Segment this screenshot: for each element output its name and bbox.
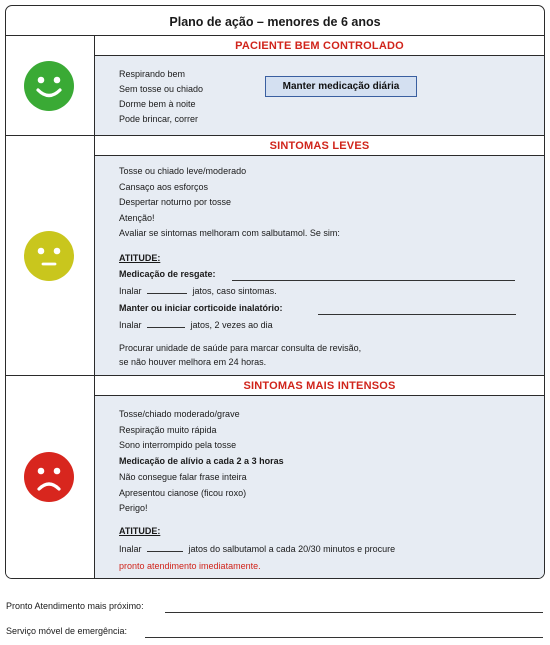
symptom-item: Respirando bem	[119, 69, 186, 79]
action-plan-card	[5, 5, 545, 579]
symptom-item: Sono interrompido pela tosse	[119, 440, 237, 451]
zone-red-items	[119, 407, 284, 517]
symptom-item: Tosse/chiado moderado/grave	[119, 409, 240, 419]
mobile-emergency-label: Serviço móvel de emergência:	[6, 626, 128, 636]
face-column-yellow	[6, 136, 95, 375]
zone-red	[6, 376, 544, 579]
maintain-medication-box: Manter medicação diária	[265, 76, 417, 97]
inhale-dose-blank	[147, 319, 185, 328]
symptom-item: Despertar noturno por tosse	[119, 197, 232, 207]
inhale-label: Inalar	[119, 544, 142, 554]
followup-line: Procurar unidade de saúde para marcar consulta de revisão,	[119, 343, 362, 353]
face-column-green	[6, 36, 95, 135]
zone-green-content	[95, 36, 544, 135]
zone-yellow	[6, 136, 544, 376]
symptom-item: Não consegue falar frase inteira	[119, 471, 247, 482]
zone-yellow-content	[95, 136, 544, 375]
zone-green	[6, 36, 544, 136]
followup-text	[119, 341, 361, 369]
symptom-item: Apresentou cianose (ficou roxo)	[119, 487, 247, 498]
maintain-corticoid-label: Manter ou iniciar corticoide inalatório:	[119, 303, 283, 313]
rescue-medication-label: Medicação de resgate:	[119, 269, 216, 279]
inhale-maintain-row	[119, 318, 273, 333]
rescue-medication-line	[232, 280, 515, 281]
inhale-dose-blank	[147, 543, 183, 552]
inhale-rescue-row	[119, 284, 277, 299]
inhale-salbutamol-text: jatos do salbutamol a cada 20/30 minutos e procure	[188, 544, 396, 554]
zone-yellow-items	[119, 164, 340, 242]
zone-red-header: SINTOMAS MAIS INTENSOS	[95, 376, 544, 396]
inhale-salbutamol-row	[119, 542, 395, 557]
maintain-corticoid-line	[318, 314, 516, 315]
danger-text: Perigo!	[119, 503, 148, 514]
nearest-emergency-label: Pronto Atendimento mais próximo:	[6, 601, 144, 611]
urgent-care-text: pronto atendimento imediatamente.	[119, 561, 261, 571]
relief-medication-text: Medicação de alívio a cada 2 a 3 horas	[119, 456, 284, 467]
neutral-face-icon	[23, 230, 75, 282]
inhale-rescue-text: jatos, caso sintomas.	[192, 286, 277, 296]
symptom-item: Dorme bem à noite	[119, 99, 196, 109]
symptom-item: Cansaço aos esforços	[119, 181, 209, 192]
symptom-item: Tosse ou chiado leve/moderado	[119, 166, 247, 176]
page-title: Plano de ação – menores de 6 anos	[6, 6, 544, 36]
sad-face-icon	[23, 451, 75, 503]
attitude-label: ATITUDE:	[119, 253, 161, 263]
inhale-maintain-text: jatos, 2 vezes ao dia	[190, 320, 273, 330]
symptom-item: Sem tosse ou chiado	[119, 84, 204, 94]
symptom-item: Respiração muito rápida	[119, 424, 217, 435]
evaluate-text: Avaliar se sintomas melhoram com salbutamol. Se sim:	[119, 228, 340, 238]
smiling-face-icon	[23, 60, 75, 112]
inhale-label: Inalar	[119, 286, 142, 296]
followup-line: se não houver melhora em 24 horas.	[119, 357, 267, 367]
inhale-label: Inalar	[119, 320, 142, 330]
zone-green-items	[119, 67, 203, 127]
mobile-emergency-line[interactable]	[145, 637, 543, 638]
zone-yellow-header: SINTOMAS LEVES	[95, 136, 544, 156]
attention-text: Atenção!	[119, 212, 155, 223]
inhale-dose-blank	[147, 285, 187, 294]
zone-red-content	[95, 376, 544, 579]
face-column-red	[6, 376, 95, 579]
symptom-item: Pode brincar, correr	[119, 114, 199, 124]
nearest-emergency-line[interactable]	[165, 612, 543, 613]
attitude-label: ATITUDE:	[119, 526, 161, 536]
zone-green-header: PACIENTE BEM CONTROLADO	[95, 36, 544, 56]
